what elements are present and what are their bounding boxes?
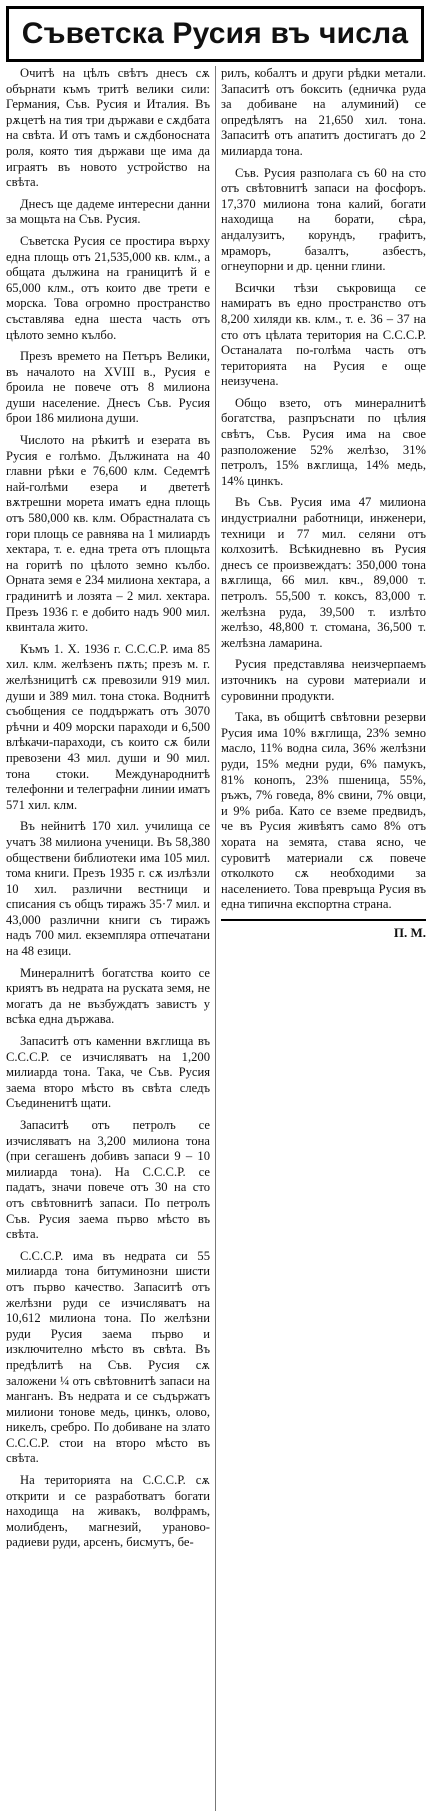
paragraph: Числото на рѣкитѣ и езерата въ Русия е голѣмо. Дължината на 40 главни рѣки е 76,600 клм. Седемтѣ най-голѣми езера и двететѣ вѫтрешни морета иматъ една площь отъ 580,000 кв. клм. Обрастналата съ гори площь се равнява на 1 милиардъ хектара, т. е. една трета отъ площьта на горитѣ по цѣлото земно кълбо. Орната земя е 234 милиона хектара, а градинитѣ и лозята – 2 мил. хектара. Презъ 1936 г. е добито надъ 900 мил. квинтала жито.: [6, 433, 210, 635]
left-column: [6, 66, 210, 1811]
paragraph: Въ нейнитѣ 170 хил. училища се учатъ 38 милиона ученици. Въ 58,380 обществени библиотеки има 105 мил. тома книги. Презъ 1935 г. сѫ излѣзли 10 хил. различни вестници и списания съ общъ тиражъ 35·7 мил. и 43,000 различни книги съ тиражъ надъ 700 мил. екземпляра отпечатани на 48 езици.: [6, 819, 210, 959]
paragraph: Презъ времето на Петъръ Велики, въ началото на XVIII в., Русия е броила не повече отъ 8 милиона души население. Днесъ Съв. Русия брои 186 милиона души.: [6, 349, 210, 426]
paragraph: Очитѣ на цѣлъ свѣтъ днесъ сѫ обърнати къмъ тритѣ велики сили: Германия, Съв. Русия и Италия. Въ рѫцетѣ на тия три държави е сѫдбата на свѣта. И отъ тамъ и сѫдбоносната роля, която тия държави ще има да играятъ въ новото устройство на свѣта.: [6, 66, 210, 190]
article-title: Съветска Русия въ числа: [6, 6, 424, 62]
paragraph: Запаситѣ отъ каменни вѫглища въ С.С.С.Р. се изчисляватъ на 1,200 милиарда тона. Така, че Съв. Русия заема второ мѣсто въ свѣта следъ Съединенитѣ щати.: [6, 1034, 210, 1111]
column-divider: [215, 66, 216, 1811]
paragraph: Минералнитѣ богатства които се криятъ въ недрата на руската земя, не могатъ да не възбуждатъ завистъ у всѣка една държава.: [6, 965, 210, 1027]
paragraph: Общо взето, отъ минералнитѣ богатства, разпръснати по цѣлия свѣтъ, Съв. Русия има на свое разположение 52% желѣзо, 31% петролъ, 15% вѫглища, 14% медь, 14% цинкъ.: [221, 395, 426, 488]
paragraph: С.С.С.Р. има въ недрата си 55 милиарда тона битуминозни шисти отъ първо качество. Запаситѣ отъ желѣзни руди се изчисляватъ на 10,612 милиона тона. По желѣзни руди Русия заема първо и изключително мѣсто въ свѣта. Въ предѣлитѣ на Съв. Русия сѫ заложени ¼ отъ свѣтовнитѣ запаси на манганъ. Въ недрата и се съдържатъ милиони тонове медь, цинкъ, олово, никелъ, сребро. По добиване на злато С.С.С.Р. стои на второ мѣсто въ свѣта.: [6, 1248, 210, 1466]
paragraph: Запаситѣ отъ петролъ се изчисляватъ на 3,200 милиона тона (при сегашенъ добивъ запаси 9 – 10 милиарда тона). На С.С.С.Р. се падатъ, значи повече отъ 30 на сто отъ свѣтовнитѣ запаси. По петролъ Съв. Русия заема първо мѣсто въ свѣта.: [6, 1118, 210, 1242]
paragraph: Съв. Русия разполага съ 60 на сто отъ свѣтовнитѣ запаси на фосфоръ. 17,370 милиона тона калий, богати находища на борати, сѣра, андалузитъ, корундъ, графитъ, мраморъ, базалтъ, азбестъ, огнеупорни и др. ценни глини.: [221, 165, 426, 274]
paragraph: Днесъ ще дадеме интересни данни за мощьта на Съв. Русия.: [6, 196, 210, 227]
paragraph: Съветска Русия се простира върху една площь отъ 21,535,000 кв. клм., а общата дължина на границитѣ й е 65,000 клм., отъ които две трети е морска. Това огромно пространство съставлява една шеста часть отъ цѣлото земно кълбо.: [6, 233, 210, 342]
paragraph: Така, въ общитѣ свѣтовни резерви Русия има 10% вѫглища, 23% земно масло, 11% водна сила, 36% желѣзни руди, 15% медни руди, 6% памукъ, 81% конопъ, 23% пшеница, 55%, ръжъ, 7% говеда, 8% свини, 7% овци, и 9% риба. Като се вземе предвидъ, че въ Русия живѣятъ само 8% отъ хората на земята, става ясно, че суровитѣ материали сѫ повече отколкото сѫ необходими за населението. Това превръща Русия въ една типична експортна страна.: [221, 710, 426, 912]
paragraph: Къмъ 1. X. 1936 г. С.С.С.Р. има 85 хил. клм. желѣзенъ пѫть; презъ м. г. желѣзницитѣ сѫ превозили 919 мил. души и 389 мил. тона стока. Воднитѣ съобщения се поддържатъ отъ 3070 рѣчни и 409 морски параходи и 6,500 влѣкачи-параходи, съ които сѫ били превозени 43 мил. души и 90 мил. тона стоки. Международнитѣ телефонни и телеграфни линии иматъ 571 хил. клм.: [6, 641, 210, 812]
right-column: [221, 66, 426, 940]
paragraph: Русия представлява неизчерпаемъ източникъ на сурови материали и суровинни продукти.: [221, 657, 426, 703]
paragraph: Всички тѣзи съкровища се намиратъ въ едно пространство отъ 8,200 хиляди кв. клм., т. е. 36 – 37 на сто отъ цѣлата територия на С.С.С.Р. Останалата по-голѣма часть отъ територията на Русия е още неизучена.: [221, 280, 426, 389]
author-signature: П. М.: [393, 924, 426, 940]
paragraph: рилъ, кобалтъ и други рѣдки метали. Запаситѣ отъ боксить (едничка руда за добиване на алуминий) се опредѣлятъ на 21,650 хил. тона. Запаситѣ отъ апатитъ достигатъ до 2 милиарда тона.: [221, 66, 426, 158]
paragraph: Въ Съв. Русия има 47 милиона индустриални работници, инженери, техници и 77 мил. селяни отъ колхозитѣ. Всѣкидневно въ Русия днесъ се произвеждатъ: 350,000 тона вѫглища, 66 мил. квч., 89,000 т. петролъ. 55,500 т. коксъ, 83,000 т. желѣзна руда, 39,500 т. излѣто желѣзо, 48,800 т. стомана, 36,500 т. желѣзна ламарина.: [221, 495, 426, 650]
article-end-rule: [221, 919, 426, 921]
paragraph: На територията на С.С.С.Р. сѫ открити и се разработватъ богати находища на живакъ, волфрамъ, молибденъ, магнезий, ураново-радиеви руди, арсенъ, бисмутъ, бе-: [6, 1473, 210, 1550]
